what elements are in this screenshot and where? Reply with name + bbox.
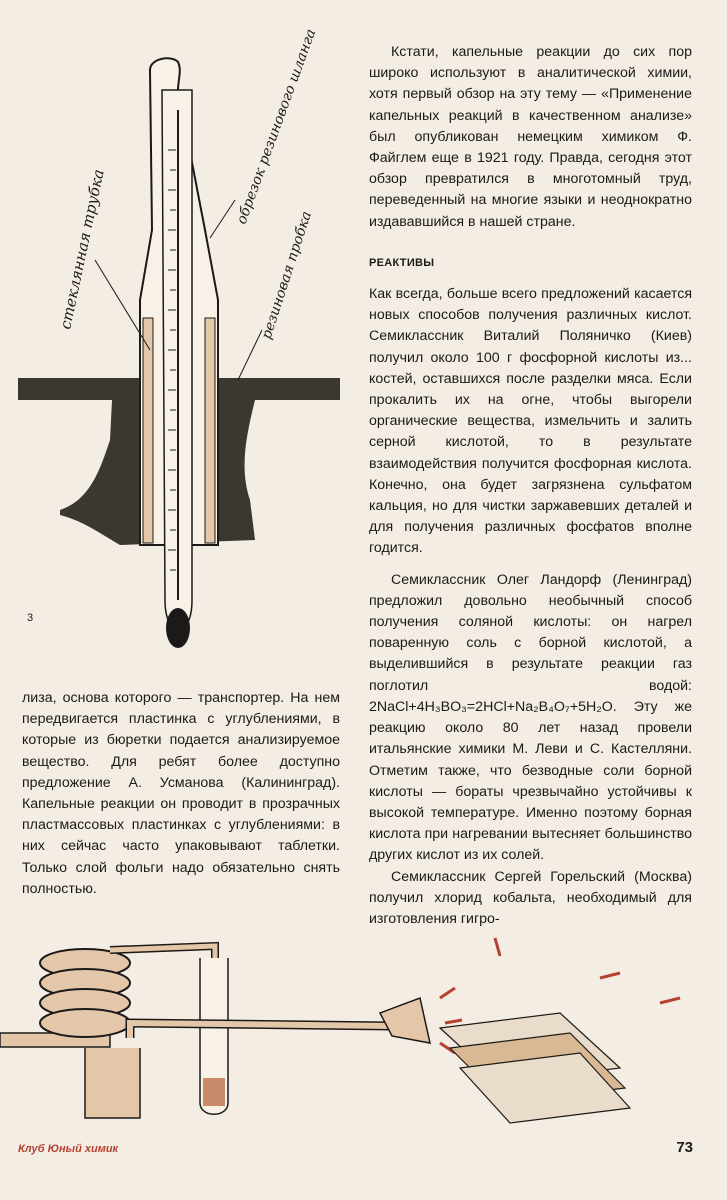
pointer-hose xyxy=(210,200,235,238)
label-rubber-stopper: резиновая пробка xyxy=(258,209,316,342)
thermometer-bulb xyxy=(166,608,190,648)
paragraph-phosphoric: Как всегда, больше всего предложений касается новых способов получения различных кислот. Семиклассник Виталий Поляничко (Киев) получил около 100 г фосфорной кислоты из... костей, оставшихся после разделки мяса. Если прокалить их на огне, чтобы выгорели органические вещества, измельчить и залить серной кислотой, то в результате взаимодействия получится фосфорная кислота. Конечно, она будет загрязнена сульфатом кальция, но для чистки заржавевших деталей и для получения различных фосфатов вполне годится. xyxy=(369,286,692,557)
apparatus-illustration xyxy=(0,918,727,1128)
paragraph-hydrochloric: Семиклассник Олег Ландорф (Ленинград) предложил довольно необычный способ получения соляной кислоты: он нагрел поваренную соль с борной кислотой, а выделившийся в результате реакции газ поглотил водой: 2NaCl+4H₃BO₃=2HCl+Na₂B₄O₇+5H₂O. Эту же реакцию около 80 лет назад провели итальянские химики М. Леви и С. Кастелляни. Отметим также, что безводные соли борной кислоты — бораты чрезвычайно устойчивы к высокой температуре. Именно поэтому борная кислота при нагревании вытесняет большинство других кислот из их солей. xyxy=(369,571,692,864)
coil xyxy=(40,949,130,1037)
beaker xyxy=(85,1048,140,1118)
page-number: 73 xyxy=(676,1139,693,1156)
left-paragraph: лиза, основа которого — транспортер. На нем передвигается пластинка с углублениями, в которые из бюретки подается анализируемое вещество. Для ребят более доступно предложение А. Усманова (Калининград). Капельные реакции он проводит в прозрачных пластмассовых пластинках с углублениями: в них сейчас часто упаковывают таблетки. Только слой фольги надо обязательно снять полностью. xyxy=(22,690,340,897)
right-column xyxy=(369,42,692,930)
outlet-cone xyxy=(380,998,430,1043)
rubber-hose-left xyxy=(143,318,153,543)
label-hose-piece: обрезок резинового шланга xyxy=(233,26,320,227)
section-heading: РЕАКТИВЫ xyxy=(369,256,435,269)
paper-stack xyxy=(440,1013,630,1123)
left-column xyxy=(22,688,340,900)
paragraph-cobalt: Семиклассник Сергей Горельский (Москва) получил хлорид кобальта, необходимый для изготовления гигро- xyxy=(369,868,692,927)
intro-paragraph: Кстати, капельные реакции до сих пор широко используют в аналитической химии, хотя первый обзор на эту тему — «Применение капельных реакций в качественном анализе» был опубликован немецким химиком Ф. Файглем еще в 1921 году. Правда, сегодня этот обзор превратился в многотомный труд, переведенный на многие языки и неоднократно издававшийся в нашей стране. xyxy=(369,44,692,230)
label-glass-tube: стеклянная трубка xyxy=(56,167,108,331)
footer-section: Клуб Юный химик xyxy=(18,1143,119,1155)
thermometer-figure xyxy=(0,0,340,650)
rubber-hose-right xyxy=(205,318,215,543)
pointer-stopper xyxy=(238,330,262,380)
figure-number: 3 xyxy=(27,612,34,624)
